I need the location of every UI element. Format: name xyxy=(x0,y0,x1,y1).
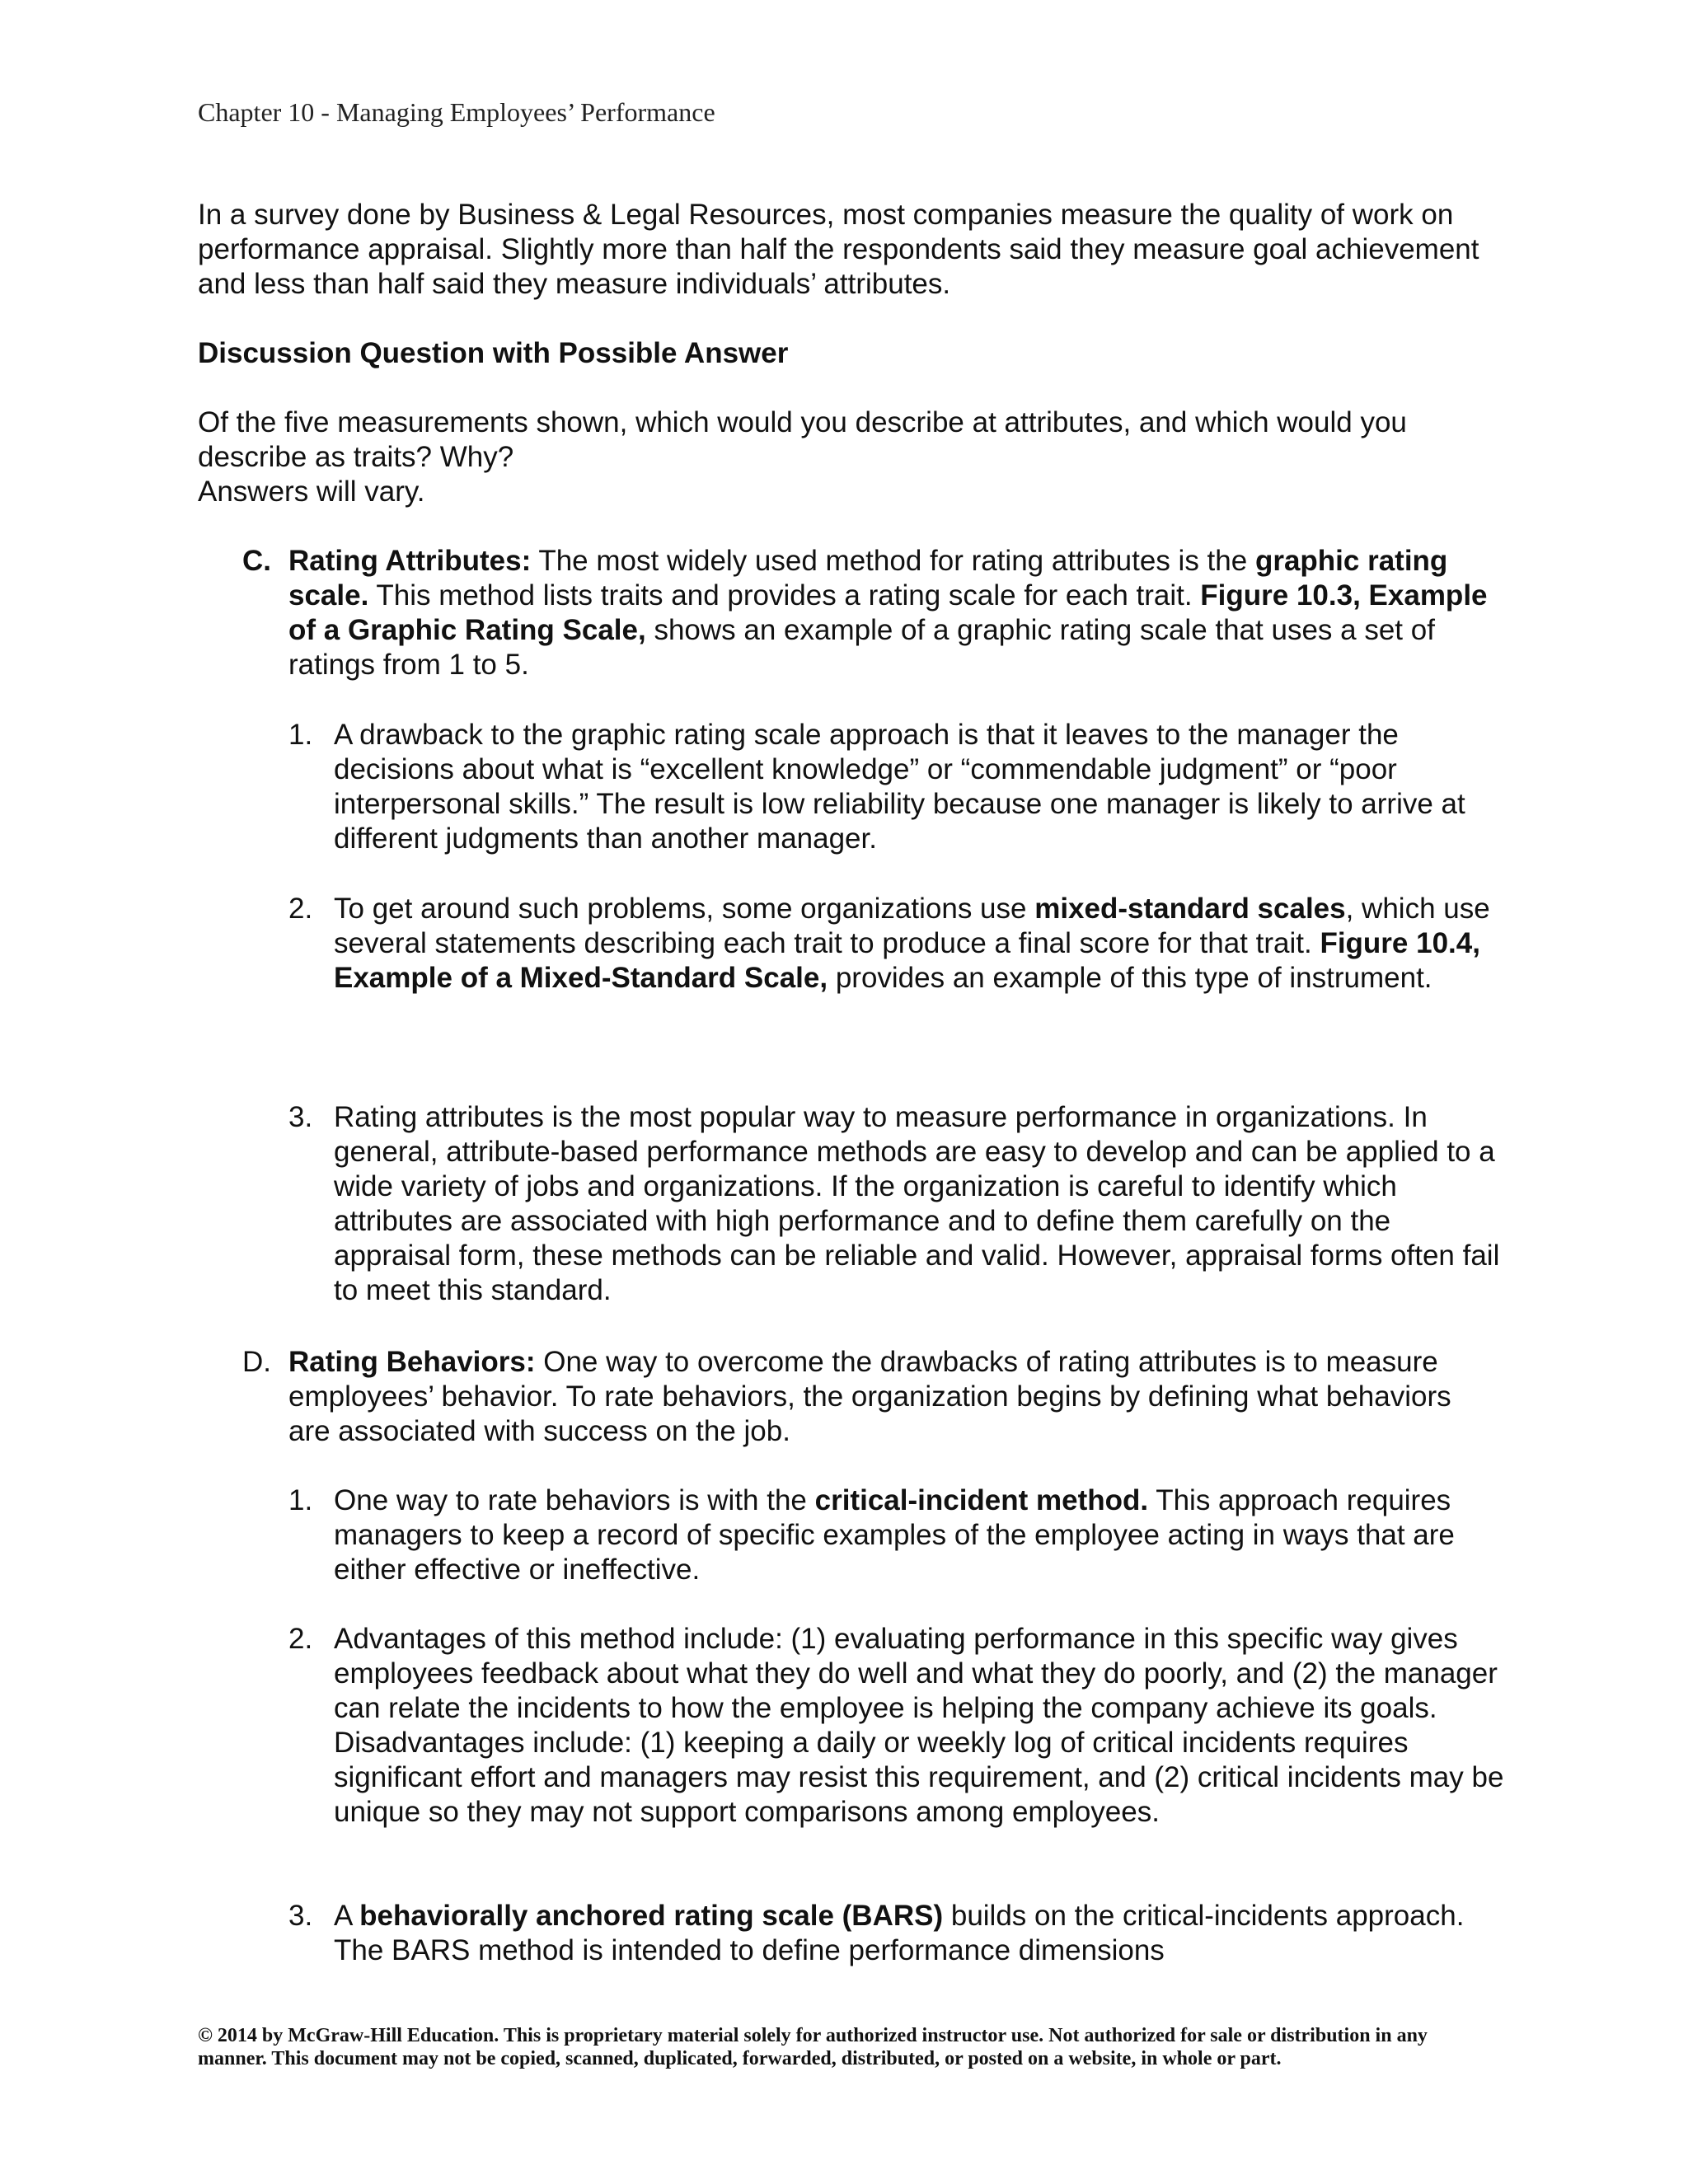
section-c-letter: C. xyxy=(242,545,271,577)
section-d-item-3-term: behaviorally anchored rating scale (BARS) xyxy=(359,1900,944,1932)
copyright-footer: © 2014 by McGraw-Hill Education. This is proprietary material solely for authorized instructor use. Not authorized for sale or distribution in any manner. This document may not be copied, scanned, duplicated, forwarded, distributed, or posted on a website, in whole or part. xyxy=(198,2025,1428,2069)
section-c-figure: Figure 10.3, Example of a Graphic Rating Scale, xyxy=(288,579,1488,646)
section-c-term: graphic rating scale. xyxy=(288,545,1448,612)
section-c-item-2-text xyxy=(334,892,1508,996)
section-c-item-3-number: 3. xyxy=(288,1101,313,1133)
section-d-item-3-number: 3. xyxy=(288,1900,313,1932)
section-d-letter: D. xyxy=(242,1346,271,1378)
section-d-item-3-text xyxy=(334,1899,1504,1968)
section-c-item-2-figure: Figure 10.4, Example of a Mixed-Standard Scale, xyxy=(334,927,1480,994)
section-c-item-2-number: 2. xyxy=(288,893,313,925)
discussion-question: Of the five measurements shown, which would you describe at attributes, and which would you describe as traits? Why? xyxy=(198,406,1407,473)
section-d-item-3-text2: builds on the critical-incidents approach. The BARS method is intended to define performance dimensions xyxy=(334,1900,1465,1966)
section-c-text3: shows an example of a graphic rating scale that uses a set of ratings from 1 to 5. xyxy=(288,614,1435,681)
section-d-item-1-text xyxy=(334,1483,1504,1587)
section-c-item-2-text1: To get around such problems, some organizations use xyxy=(334,893,1035,925)
section-d-item-2-number: 2. xyxy=(288,1623,313,1655)
section-d-item-3-text1: A xyxy=(334,1900,360,1932)
section-c-paragraph xyxy=(288,544,1492,682)
section-c-text1: The most widely used method for rating attributes is the xyxy=(531,545,1255,577)
section-d-item-1-text1: One way to rate behaviors is with the xyxy=(334,1484,815,1516)
section-d-item-1-text2: This approach requires managers to keep a record of specific examples of the employee acting in ways that are either effective or ineffective. xyxy=(334,1484,1455,1586)
page-header: Chapter 10 - Managing Employees’ Performance xyxy=(198,97,715,127)
discussion-answer: Answers will vary. xyxy=(198,476,425,508)
section-c-item-2-text3: provides an example of this type of instrument. xyxy=(828,962,1432,994)
discussion-heading: Discussion Question with Possible Answer xyxy=(198,337,789,369)
section-c-text2: This method lists traits and provides a rating scale for each trait. xyxy=(368,579,1201,612)
section-d-item-1-term: critical-incident method. xyxy=(814,1484,1149,1516)
section-c-title: Rating Attributes: xyxy=(288,545,532,577)
section-c-item-3-text: Rating attributes is the most popular way to measure performance in organizations. In general, attribute-based performance methods are easy to develop and can be applied to a wide variety of jobs and organizations. If the organization is careful to identify which attributes are associated with high performance and to define them carefully on the appraisal form, these methods can be reliable and valid. However, appraisal forms often fail to meet this standard. xyxy=(334,1101,1500,1306)
section-c-item-1-text: A drawback to the graphic rating scale approach is that it leaves to the manager the decisions about what is “excellent knowledge” or “commendable judgment” or “poor interpersonal skills.” The result is low reliability because one manager is likely to arrive at different judgments than another manager. xyxy=(334,719,1465,855)
section-c-item-2-text2: , which use several statements describing each trait to produce a final score for that trait. xyxy=(334,893,1490,959)
section-d-item-2-text: Advantages of this method include: (1) evaluating performance in this specific way gives employees feedback about what they do well and what they do poorly, and (2) the manager can relate the incidents to how the employee is helping the company achieve its goals. Disadvantages include: (1) keeping a daily or weekly log of critical incidents requires significant effort and managers may resist this requirement, and (2) critical incidents may be unique so they may not support comparisons among employees. xyxy=(334,1623,1504,1828)
section-c-item-1-number: 1. xyxy=(288,719,313,751)
section-d-item-1-number: 1. xyxy=(288,1484,313,1516)
section-d-title: Rating Behaviors: xyxy=(288,1346,536,1378)
section-c-item-2-term: mixed-standard scales xyxy=(1034,893,1346,925)
section-d-text: One way to overcome the drawbacks of rating attributes is to measure employees’ behavior. To rate behaviors, the organization begins by defining what behaviors are associated with success on the job. xyxy=(288,1346,1451,1447)
section-d-paragraph xyxy=(288,1345,1492,1449)
intro-paragraph: In a survey done by Business & Legal Resources, most companies measure the quality of work on performance appraisal. Slightly more than half the respondents said they measure goal achievement and less than half said they measure individuals’ attributes. xyxy=(198,199,1479,300)
